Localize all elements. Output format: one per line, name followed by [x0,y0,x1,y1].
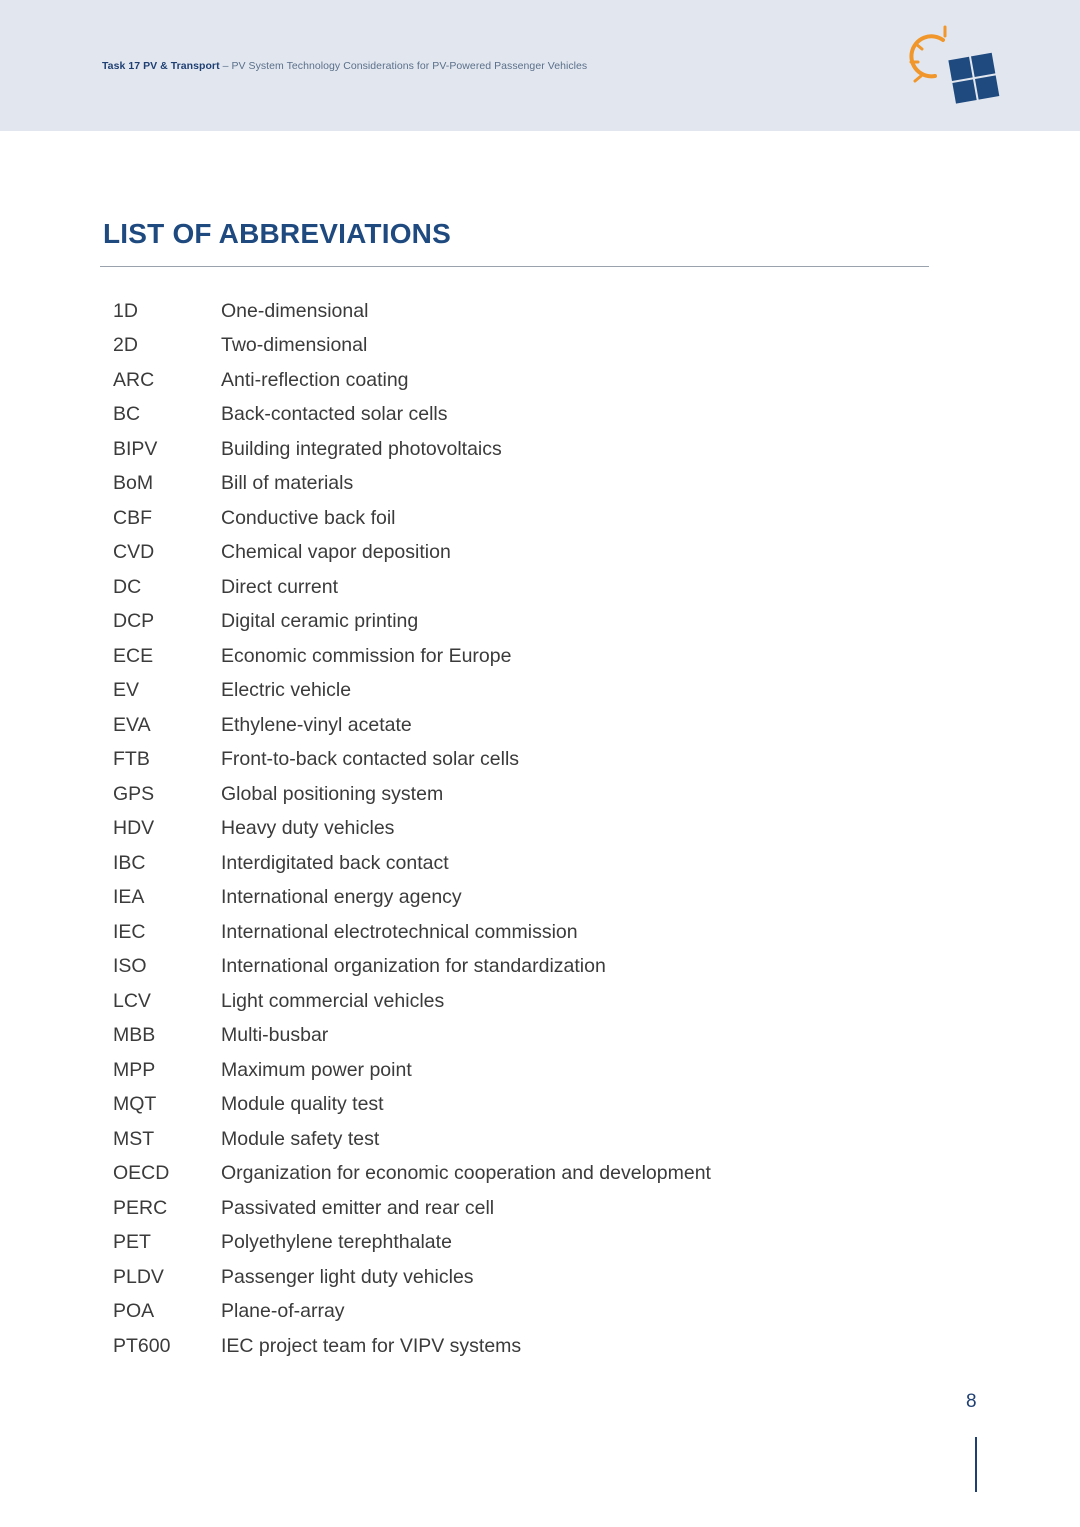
abbreviation-term: 2D [113,334,138,357]
abbreviation-term: PT600 [113,1334,171,1357]
abbreviation-definition: Multi-busbar [221,1024,329,1047]
abbreviation-row [113,1122,913,1157]
abbreviation-definition: Building integrated photovoltaics [221,437,502,460]
running-header [102,60,587,72]
abbreviation-row [113,1053,913,1088]
abbreviation-term: IBC [113,851,146,874]
abbreviation-row [113,950,913,985]
abbreviation-definition: One-dimensional [221,299,369,322]
abbreviation-definition: Direct current [221,575,339,598]
abbreviation-definition: Digital ceramic printing [221,610,419,633]
abbreviation-term: BoM [113,472,154,495]
abbreviation-definition: Organization for economic cooperation and development [221,1162,711,1185]
abbreviation-row [113,1329,913,1364]
abbreviation-row [113,812,913,847]
abbreviation-definition: International organization for standardization [221,955,606,978]
abbreviation-definition: Ethylene-vinyl acetate [221,713,412,736]
abbreviation-definition: International energy agency [221,886,462,909]
abbreviation-definition: Maximum power point [221,1058,412,1081]
abbreviation-row [113,915,913,950]
abbreviation-row [113,639,913,674]
abbreviation-definition: Heavy duty vehicles [221,817,395,840]
abbreviation-term: GPS [113,782,155,805]
abbreviation-definition: Light commercial vehicles [221,989,445,1012]
abbreviation-row [113,777,913,812]
abbreviation-term: ARC [113,368,155,391]
abbreviation-definition: Electric vehicle [221,679,352,702]
abbreviation-definition: Economic commission for Europe [221,644,512,667]
abbreviation-term: OECD [113,1162,170,1185]
abbreviation-row [113,294,913,329]
abbreviation-definition: Back-contacted solar cells [221,403,448,426]
abbreviation-row [113,1260,913,1295]
abbreviation-row [113,708,913,743]
abbreviation-term: MST [113,1127,155,1150]
abbreviation-term: PLDV [113,1265,164,1288]
running-header-document-title: PV System Technology Considerations for PV-Powered Passenger Vehicles [231,60,588,72]
abbreviation-term: DC [113,575,142,598]
abbreviation-definition: International electrotechnical commission [221,920,578,943]
abbreviation-definition: Passivated emitter and rear cell [221,1196,495,1219]
abbreviation-term: CBF [113,506,152,529]
sun-ray [916,44,922,49]
abbreviation-list [113,294,913,1364]
abbreviation-term: POA [113,1300,155,1323]
abbreviation-term: BC [113,403,141,426]
abbreviation-term: ISO [113,955,147,978]
abbreviation-row [113,329,913,364]
abbreviation-definition: Module quality test [221,1093,384,1116]
page-title: LIST OF ABBREVIATIONS [103,218,451,249]
abbreviation-term: MQT [113,1093,157,1116]
page-marker [975,1437,977,1492]
sun-ray [915,76,921,81]
abbreviation-term: PERC [113,1196,168,1219]
abbreviation-term: EV [113,679,140,702]
abbreviation-row [113,1295,913,1330]
abbreviation-row [113,536,913,571]
abbreviation-row [113,1088,913,1123]
solar-panel [948,53,999,104]
abbreviation-definition: IEC project team for VIPV systems [221,1334,522,1357]
abbreviation-row [113,570,913,605]
abbreviation-term: MBB [113,1024,156,1047]
abbreviation-row [113,1019,913,1054]
abbreviation-term: EVA [113,713,151,736]
abbreviation-row [113,1157,913,1192]
logo [905,24,1005,114]
abbreviation-row [113,846,913,881]
abbreviation-term: CVD [113,541,155,564]
abbreviation-row [113,1226,913,1261]
abbreviation-term: 1D [113,299,138,322]
abbreviation-term: DCP [113,610,155,633]
abbreviation-definition: Chemical vapor deposition [221,541,451,564]
page-number: 8 [966,1391,977,1412]
abbreviation-row [113,363,913,398]
abbreviation-row [113,743,913,778]
abbreviation-row [113,432,913,467]
abbreviation-term: PET [113,1231,151,1254]
abbreviation-term: ECE [113,644,154,667]
abbreviation-row [113,467,913,502]
abbreviation-row [113,984,913,1019]
abbreviation-term: MPP [113,1058,156,1081]
title-divider [100,266,929,267]
abbreviation-row [113,881,913,916]
abbreviation-definition: Anti-reflection coating [221,368,409,391]
abbreviation-definition: Front-to-back contacted solar cells [221,748,520,771]
abbreviation-term: BIPV [113,437,158,460]
abbreviation-term: LCV [113,989,151,1012]
abbreviation-definition: Passenger light duty vehicles [221,1265,474,1288]
sun-arc [911,36,943,76]
abbreviation-definition: Plane-of-array [221,1300,345,1323]
abbreviation-definition: Interdigitated back contact [221,851,449,874]
abbreviation-definition: Bill of materials [221,472,354,495]
abbreviation-row [113,674,913,709]
abbreviation-row [113,1191,913,1226]
abbreviation-term: FTB [113,748,150,771]
running-header-separator: – [219,60,232,72]
sun-solar-panel-icon [905,24,1005,114]
abbreviation-row [113,501,913,536]
abbreviation-row [113,398,913,433]
abbreviation-term: HDV [113,817,155,840]
abbreviation-term: IEA [113,886,145,909]
abbreviation-definition: Polyethylene terephthalate [221,1231,452,1254]
abbreviation-term: IEC [113,920,146,943]
abbreviation-definition: Conductive back foil [221,506,396,529]
abbreviation-definition: Module safety test [221,1127,380,1150]
running-header-task: Task 17 PV & Transport [102,60,220,72]
abbreviation-definition: Two-dimensional [221,334,368,357]
abbreviation-definition: Global positioning system [221,782,444,805]
abbreviation-row [113,605,913,640]
